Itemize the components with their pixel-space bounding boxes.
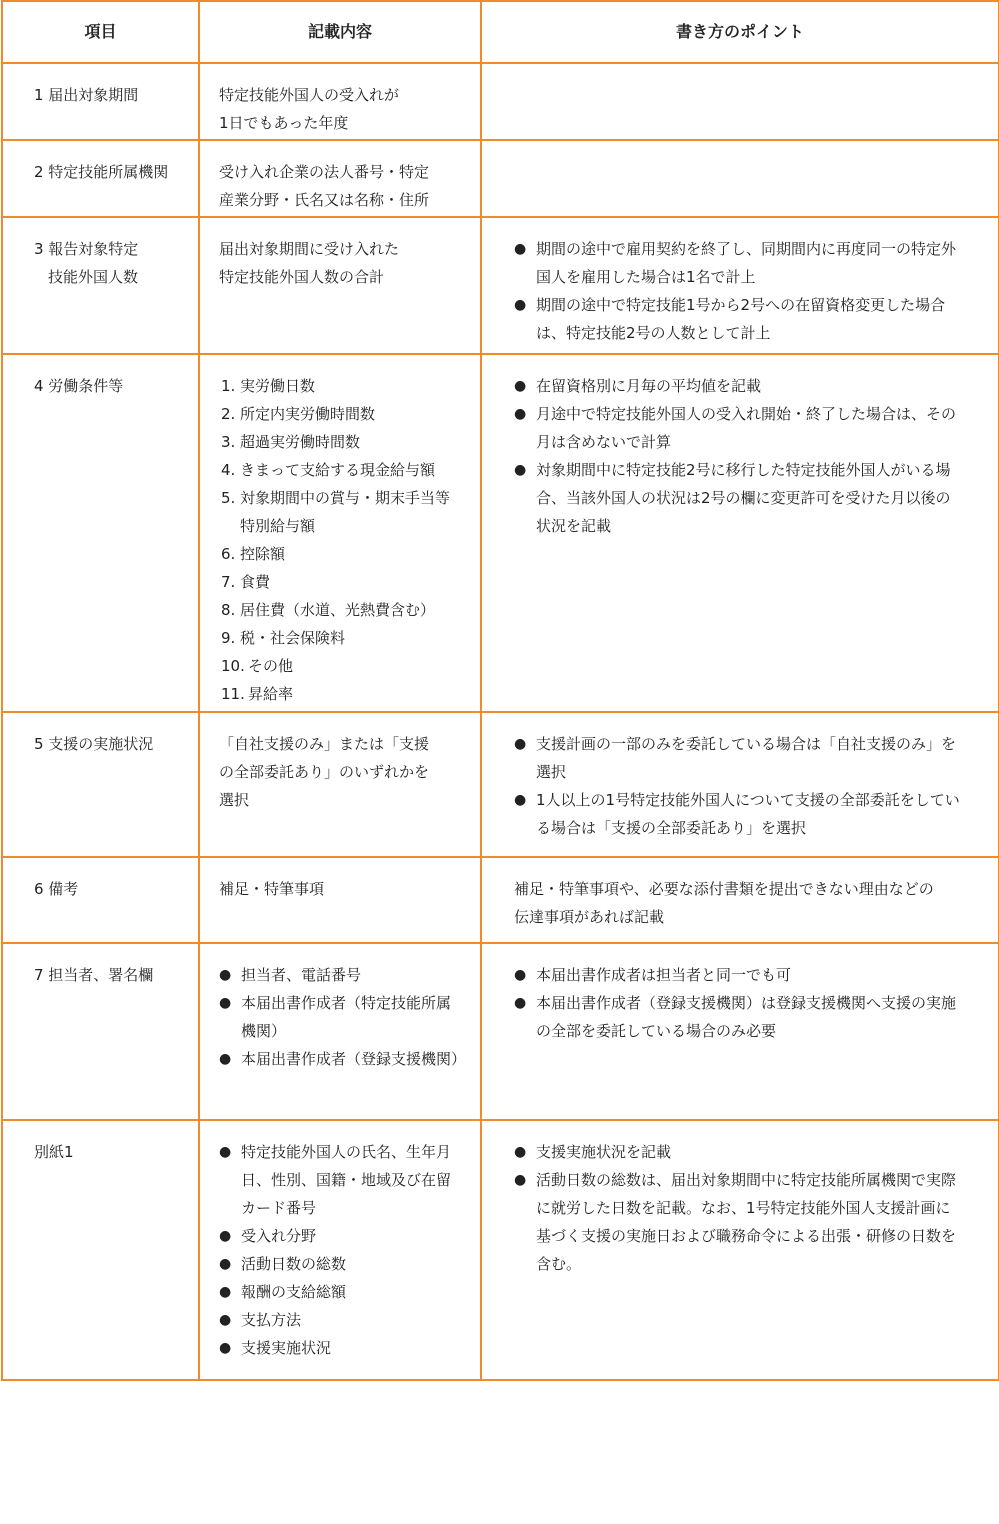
list-item [219,596,462,624]
table-row [2,354,999,712]
content-cell [199,857,481,943]
table-row [2,857,999,943]
content-line: 特定技能外国人の受入れが [219,86,400,104]
item-number: 4. [221,461,236,479]
content-cell [199,354,481,712]
list-item [219,428,462,456]
list-item: ● 本届出書作成者は担当者と同一でも可 [514,961,964,989]
content-line: 補足・特筆事項 [219,880,325,898]
content-line: 選択 [219,791,250,809]
item-text: 控除額 [240,545,286,563]
points-text: 伝達事項があれば記載 [514,908,665,926]
header-points: 書き方のポイント [481,1,999,63]
list-item: ● 支援実施状況を記載 [514,1138,964,1166]
list-item: ● 月途中で特定技能外国人の受入れ開始・終了した場合は、その月は含めないで計算 [514,400,964,456]
guide-table [1,0,999,1381]
header-content: 記載内容 [199,1,481,63]
item-label: 1 届出対象期間 [34,86,139,104]
list-item [219,652,462,680]
item-text: 実労働日数 [240,377,316,395]
item-text: 超過実労働時間数 [240,433,361,451]
item-cell [2,354,199,712]
content-cell [199,140,481,217]
list-item [219,568,462,596]
list-item: ● 特定技能外国人の氏名、生年月日、性別、国籍・地域及び在留カード番号 [219,1138,462,1222]
list-item: ● 期間の途中で雇用契約を終了し、同期間内に再度同一の特定外国人を雇用した場合は1名で計上 [514,235,964,291]
item-label: 2 特定技能所属機関 [34,163,169,181]
points-cell [481,943,999,1120]
item-cell [2,140,199,217]
list-item: ● 本届出書作成者（登録支援機関）は登録支援機関へ支援の実施の全部を委託している場合のみ必要 [514,989,964,1045]
list-item [219,484,462,540]
list-item: ● 本届出書作成者（登録支援機関） [219,1045,462,1073]
content-line: 1日でもあった年度 [219,114,349,132]
list-item: ● 活動日数の総数は、届出対象期間中に特定技能所属機関で実際に就労した日数を記載。なお、1号特定技能外国人支援計画に基づく支援の実施日および職務命令による出張・研修の日数を含む。 [514,1166,964,1278]
content-cell [199,63,481,140]
content-line: 「自社支援のみ」または「支援 [219,735,430,753]
list-item [219,540,462,568]
header-item: 項目 [2,1,199,63]
table-row [2,140,999,217]
item-text: 食費 [240,573,271,591]
content-cell [199,217,481,354]
item-text: きまって支給する現金給与額 [240,461,436,479]
points-cell [481,140,999,217]
content-cell [199,712,481,857]
item-text: 税・社会保険料 [240,629,346,647]
table-row [2,943,999,1120]
item-number: 8. [221,601,236,619]
table-row [2,712,999,857]
item-number: 9. [221,629,236,647]
item-label: 3 報告対象特定 [34,240,139,258]
item-cell [2,943,199,1120]
list-item: ● 1人以上の1号特定技能外国人について支援の全部委託をしている場合は「支援の全部委託あり」を選択 [514,786,964,842]
list-item [219,456,462,484]
item-label: 7 担当者、署名欄 [34,966,154,984]
item-number: 5. [221,489,236,507]
points-cell [481,354,999,712]
item-number: 6. [221,545,236,563]
item-label: 6 備考 [34,880,79,898]
list-item: ● 支援実施状況 [219,1334,462,1362]
list-item: ● 本届出書作成者（特定技能所属機関） [219,989,462,1045]
list-item: ● 活動日数の総数 [219,1250,462,1278]
list-item: ● 受入れ分野 [219,1222,462,1250]
item-cell [2,712,199,857]
table-row [2,63,999,140]
content-line: 受け入れ企業の法人番号・特定 [219,163,430,181]
item-label: 別紙1 [34,1143,74,1161]
item-number: 7. [221,573,236,591]
content-cell [199,943,481,1120]
item-cell [2,63,199,140]
item-cell [2,217,199,354]
points-text: 補足・特筆事項や、必要な添付書類を提出できない理由などの [514,880,934,898]
points-cell [481,1120,999,1380]
list-item: ● 期間の途中で特定技能1号から2号への在留資格変更した場合は、特定技能2号の人数として計上 [514,291,964,347]
content-line: 届出対象期間に受け入れた [219,240,400,258]
item-number: 3. [221,433,236,451]
item-label: 4 労働条件等 [34,377,124,395]
item-cell [2,857,199,943]
item-text: 対象期間中の賞与・期末手当等特別給与額 [240,489,451,535]
item-text: 所定内実労働時間数 [240,405,376,423]
content-line: 特定技能外国人数の合計 [219,268,385,286]
content-line: の全部委託あり」のいずれかを [219,763,430,781]
content-line: 産業分野・氏名又は名称・住所 [219,191,430,209]
item-label: 技能外国人数 [48,268,139,286]
list-item [219,624,462,652]
points-cell [481,217,999,354]
list-item: ● 担当者、電話番号 [219,961,462,989]
header-row [2,1,999,63]
points-cell [481,857,999,943]
list-item: ● 支払方法 [219,1306,462,1334]
list-item [219,680,462,708]
list-item: ● 支援計画の一部のみを委託している場合は「自社支援のみ」を選択 [514,730,964,786]
item-text: 昇給率 [248,685,294,703]
item-number: 11. [221,685,245,703]
list-item: ● 対象期間中に特定技能2号に移行した特定技能外国人がいる場合、当該外国人の状況は2号の欄に変更許可を受けた月以後の状況を記載 [514,456,964,540]
list-item [219,372,462,400]
item-number: 1. [221,377,236,395]
item-cell [2,1120,199,1380]
content-cell [199,1120,481,1380]
item-label: 5 支援の実施状況 [34,735,154,753]
item-text: その他 [248,657,294,675]
points-cell [481,712,999,857]
table-row [2,217,999,354]
list-item: ● 在留資格別に月毎の平均値を記載 [514,372,964,400]
list-item: ● 報酬の支給総額 [219,1278,462,1306]
table-row [2,1120,999,1380]
list-item [219,400,462,428]
item-number: 10. [221,657,245,675]
item-text: 居住費（水道、光熱費含む） [240,601,436,619]
points-cell [481,63,999,140]
item-number: 2. [221,405,236,423]
